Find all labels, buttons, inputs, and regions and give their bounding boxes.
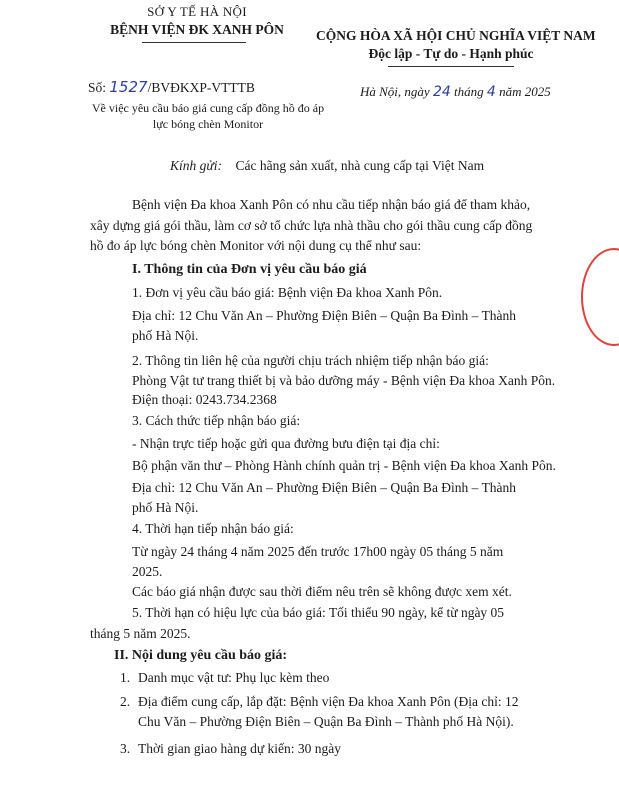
item-3-number: 3. (120, 741, 131, 756)
item-1-text: Danh mục vật tư: Phụ lục kèm theo (138, 670, 330, 685)
section-1-line-13: Từ ngày 24 tháng 4 năm 2025 đến trước 17h00 ngày 05 tháng 5 năm (132, 544, 504, 559)
section-2-item-3 (120, 741, 341, 757)
section-1-line-7: 3. Cách thức tiếp nhận báo giá: (132, 413, 301, 428)
doc-no-suffix: /BVĐKXP-VTTTB (147, 80, 255, 95)
section-2-item-1 (120, 670, 329, 686)
section-1-line-2: Địa chỉ: 12 Chu Văn An – Phường Điện Biên – Quận Ba Đình – Thành (132, 308, 517, 323)
section-1-line-8: - Nhận trực tiếp hoặc gửi qua đường bưu điện tại địa chỉ: (132, 436, 440, 451)
date-part3: năm 2025 (495, 84, 551, 99)
date-day-handwritten: 24 (432, 84, 451, 100)
doc-no-prefix: Số: (88, 80, 110, 95)
section-2-item-2-cont: Chu Văn – Phường Điện Biên – Quận Ba Đình – Thành phố Hà Nội). (138, 714, 514, 729)
section-2-item-2 (120, 694, 519, 710)
doc-no-handwritten: 1527 (109, 78, 148, 96)
section-1-line-5: Phòng Vật tư trang thiết bị và bảo dưỡng máy - Bệnh viện Đa khoa Xanh Pôn. (132, 373, 556, 388)
item-1-number: 1. (120, 670, 131, 685)
nation-motto: Độc lập - Tự do - Hạnh phúc (368, 46, 534, 61)
section-1-line-1: 1. Đơn vị yêu cầu báo giá: Bệnh viện Đa khoa Xanh Pôn. (132, 285, 443, 300)
org-parent: SỞ Y TẾ HÀ NỘI (147, 4, 247, 19)
date-part1: Hà Nội, ngày (360, 84, 433, 99)
section-1-heading: I. Thông tin của Đơn vị yêu cầu báo giá (132, 262, 367, 277)
org-underline (142, 42, 246, 43)
subject-line-1: Về việc yêu cầu báo giá cung cấp đồng hồ đo áp (91, 101, 325, 115)
salutation-label: Kính gửi: (170, 158, 222, 173)
org-name: BỆNH VIỆN ĐK XANH PÔN (110, 22, 284, 37)
section-1-line-15: Các báo giá nhận được sau thời điểm nêu trên sẽ không được xem xét. (132, 584, 512, 599)
subject-line-2: lực bóng chèn Monitor (152, 117, 264, 131)
section-1-line-11: phố Hà Nội. (132, 500, 199, 515)
section-1-line-16: 5. Thời hạn có hiệu lực của báo giá: Tối thiểu 90 ngày, kể từ ngày 05 (132, 605, 505, 620)
red-stamp (581, 248, 619, 346)
section-1-line-9: Bộ phận văn thư – Phòng Hành chính quản trị - Bệnh viện Đa khoa Xanh Pôn. (132, 458, 556, 473)
item-2-number: 2. (120, 694, 131, 709)
section-1-line-14: 2025. (132, 564, 163, 579)
section-1-line-4: 2. Thông tin liên hệ của người chịu trách nhiệm tiếp nhận báo giá: (132, 353, 489, 368)
section-1-line-6: Điện thoại: 0243.734.2368 (132, 392, 277, 407)
nation-title: CỘNG HÒA XÃ HỘI CHỦ NGHĨA VIỆT NAM (316, 28, 596, 43)
salutation (170, 158, 484, 174)
salutation-recipient: Các hãng sản xuất, nhà cung cấp tại Việt Nam (235, 158, 485, 173)
section-1-line-10: Địa chỉ: 12 Chu Văn An – Phường Điện Biên – Quận Ba Đình – Thành (132, 480, 517, 495)
section-1-line-17: tháng 5 năm 2025. (90, 626, 191, 641)
date-part2: tháng (450, 84, 487, 99)
issue-date (360, 84, 551, 100)
intro-line-3: hồ đo áp lực bóng chèn Monitor với nội dung cụ thể như sau: (90, 238, 422, 253)
item-3-text: Thời gian giao hàng dự kiến: 30 ngày (138, 741, 342, 756)
document-subject (68, 100, 348, 132)
section-2-heading: II. Nội dung yêu cầu báo giá: (114, 648, 288, 663)
date-month-handwritten: 4 (486, 84, 496, 100)
intro-line-2: xây dựng giá gói thầu, làm cơ sở tổ chức lựa nhà thầu cho gói thầu cung cấp đồng (90, 218, 533, 233)
item-2-text: Địa điểm cung cấp, lắp đặt: Bệnh viện Đa khoa Xanh Pôn (Địa chỉ: 12 (138, 694, 519, 709)
motto-underline (388, 66, 514, 67)
section-1-line-12: 4. Thời hạn tiếp nhận báo giá: (132, 521, 294, 536)
document-number (88, 78, 255, 96)
section-1-line-3: phố Hà Nội. (132, 328, 199, 343)
intro-line-1: Bệnh viện Đa khoa Xanh Pôn có nhu cầu tiếp nhận báo giá để tham khảo, (132, 197, 531, 212)
